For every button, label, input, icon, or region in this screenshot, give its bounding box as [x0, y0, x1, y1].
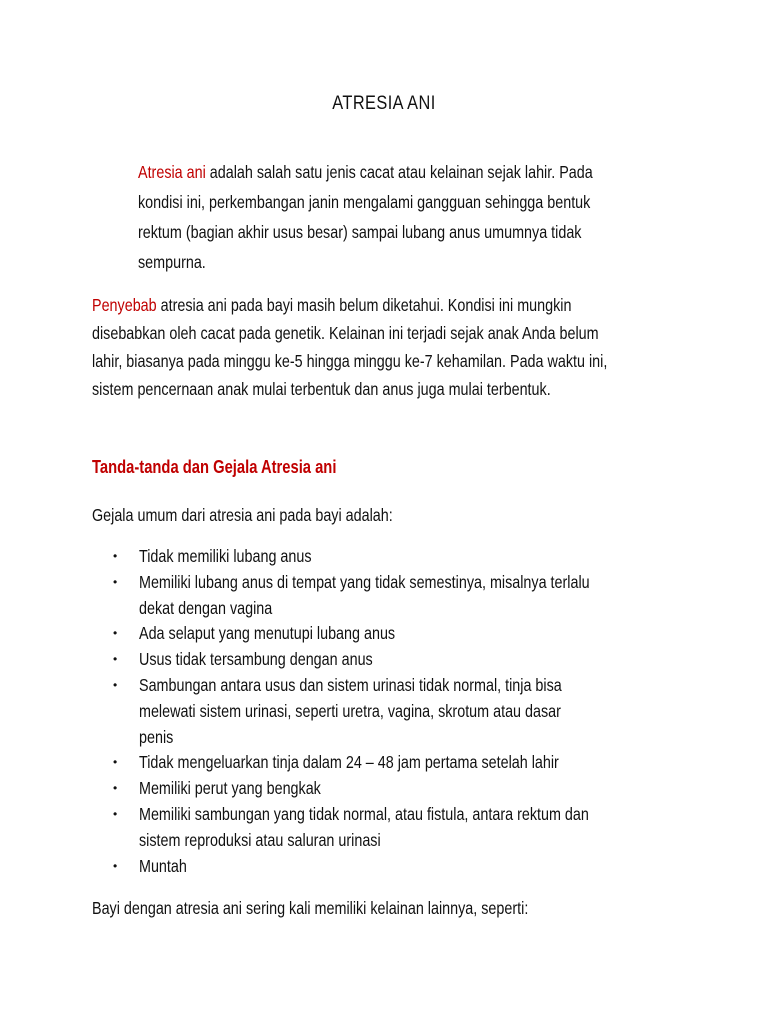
- list-item: [113, 570, 733, 622]
- intro-line-1-rest: adalah salah satu jenis cacat atau kelainan sejak lahir. Pada: [205, 162, 593, 182]
- list-item-text: Memiliki perut yang bengkak: [139, 778, 321, 799]
- list-item: [113, 750, 733, 776]
- bullet-icon: •: [113, 626, 118, 641]
- cause-line-2: disebabkan oleh cacat pada genetik. Kelainan ini terjadi sejak anak Anda belum: [92, 323, 599, 343]
- bullet-icon: •: [113, 806, 118, 821]
- intro-line-4: sempurna.: [138, 252, 206, 272]
- list-item-text: Memiliki sambungan yang tidak normal, atau fistula, antara rektum dan: [139, 803, 589, 824]
- list-item-text: Memiliki lubang anus di tempat yang tidak semestinya, misalnya terlalu: [139, 571, 590, 592]
- list-item-text: Tidak mengeluarkan tinja dalam 24 – 48 jam pertama setelah lahir: [139, 752, 559, 773]
- list-item: [113, 544, 733, 570]
- list-item-text: sistem reproduksi atau saluran urinasi: [139, 829, 381, 850]
- symptoms-heading: Tanda-tanda dan Gejala Atresia ani: [92, 457, 337, 477]
- intro-paragraph: [138, 157, 593, 277]
- intro-line-1: [138, 157, 593, 187]
- list-item-text: dekat dengan vagina: [139, 597, 273, 618]
- list-item: [113, 621, 733, 647]
- symptoms-lead: Gejala umum dari atresia ani pada bayi adalah:: [92, 505, 393, 525]
- list-item-text: Sambungan antara usus dan sistem urinasi tidak normal, tinja bisa: [139, 674, 562, 695]
- list-item-text: Muntah: [139, 855, 187, 876]
- symptom-list: [113, 544, 733, 879]
- bullet-icon: •: [113, 781, 118, 796]
- bullet-icon: •: [113, 549, 118, 563]
- cause-line-4: sistem pencernaan anak mulai terbentuk dan anus juga mulai terbentuk.: [92, 379, 551, 399]
- list-item: [113, 673, 733, 750]
- cause-line-1-rest: atresia ani pada bayi masih belum diketahui. Kondisi ini mungkin: [156, 295, 572, 315]
- list-item: [113, 854, 733, 880]
- cause-line-3: lahir, biasanya pada minggu ke-5 hingga minggu ke-7 kehamilan. Pada waktu ini,: [92, 351, 608, 371]
- list-item-text: penis: [139, 726, 174, 747]
- cause-line-1: [92, 291, 607, 319]
- page-title: ATRESIA ANI: [332, 93, 436, 114]
- closing-sentence: Bayi dengan atresia ani sering kali memiliki kelainan lainnya, seperti:: [92, 898, 529, 918]
- list-item: [113, 776, 733, 802]
- list-item-text: Ada selaput yang menutupi lubang anus: [139, 623, 396, 644]
- list-item-text: melewati sistem urinasi, seperti uretra, vagina, skrotum atau dasar: [139, 700, 561, 721]
- bullet-icon: •: [113, 677, 118, 692]
- list-item-text: Usus tidak tersambung dengan anus: [139, 649, 373, 670]
- bullet-icon: •: [113, 574, 118, 589]
- intro-lead-term: Atresia ani: [138, 162, 206, 182]
- cause-lead-term: Penyebab: [92, 295, 157, 315]
- bullet-icon: •: [113, 858, 118, 873]
- bullet-icon: •: [113, 652, 118, 667]
- list-item: [113, 647, 733, 673]
- cause-paragraph: [92, 291, 607, 403]
- list-item: [113, 802, 733, 854]
- intro-line-2: kondisi ini, perkembangan janin mengalami gangguan sehingga bentuk: [138, 192, 591, 212]
- list-item-text: Tidak memiliki lubang anus: [139, 546, 312, 566]
- bullet-icon: •: [113, 755, 118, 770]
- intro-line-3: rektum (bagian akhir usus besar) sampai lubang anus umumnya tidak: [138, 222, 582, 242]
